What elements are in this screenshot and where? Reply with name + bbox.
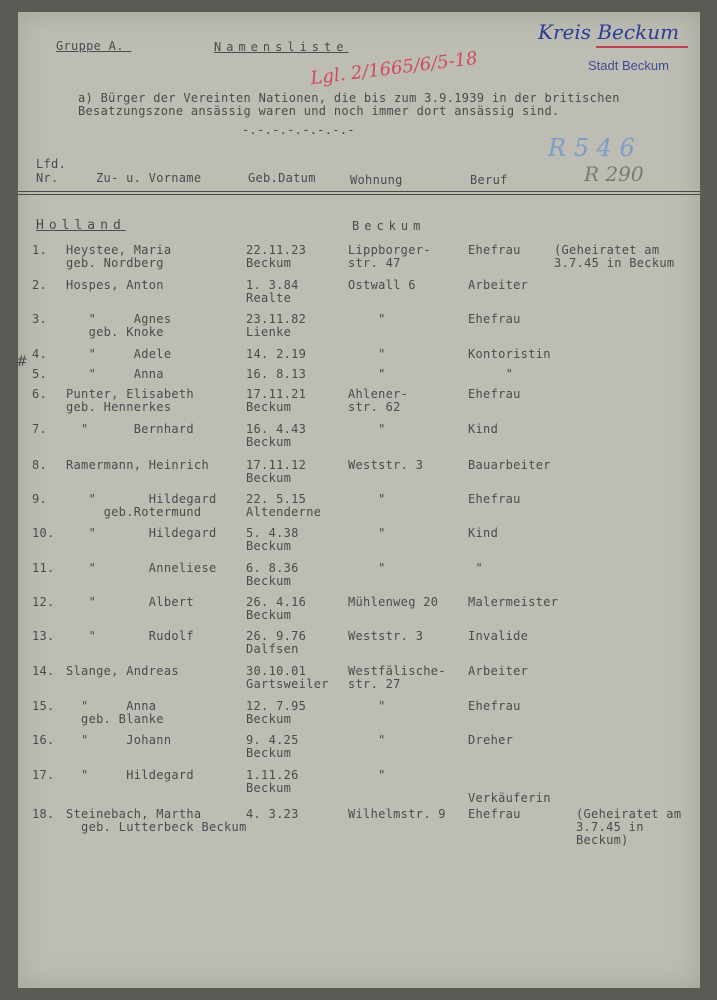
row-name: " Hildegard xyxy=(66,768,194,782)
col-header-nr-1: Lfd. xyxy=(36,157,67,171)
row-name: geb. Nordberg xyxy=(66,256,164,270)
row-birth: Beckum xyxy=(246,608,292,622)
row-birth: Dalfsen xyxy=(246,642,299,656)
row-name: geb. Hennerkes xyxy=(66,400,172,414)
row-address: str. 27 xyxy=(348,677,401,691)
row-address: str. 62 xyxy=(348,400,401,414)
row-birth: Beckum xyxy=(246,400,292,414)
row-name: " Anna xyxy=(66,699,157,713)
row-address: " xyxy=(348,561,386,575)
col-header-address: Wohnung xyxy=(350,173,403,187)
row-address: " xyxy=(348,312,386,326)
row-job: Arbeiter xyxy=(468,278,529,292)
row-name: geb. Blanke xyxy=(66,712,164,726)
group-label: Gruppe A. xyxy=(56,39,132,53)
handwritten-code-1: R 5 4 6 xyxy=(548,134,635,162)
row-number: 6. xyxy=(32,387,48,401)
town-heading: Beckum xyxy=(352,219,426,233)
row-number: 9. xyxy=(32,492,48,506)
city-stamp: Stadt Beckum xyxy=(588,58,669,73)
row-birth: Altenderne xyxy=(246,505,322,519)
row-name: " Rudolf xyxy=(66,629,194,643)
col-header-job: Beruf xyxy=(470,173,508,187)
row-job: Kind xyxy=(468,526,499,540)
row-name: " Anna xyxy=(66,367,164,381)
row-birth: 1. 3.84 xyxy=(246,278,299,292)
row-number: 16. xyxy=(32,733,55,747)
row-birth: Beckum xyxy=(246,435,292,449)
row-job: " xyxy=(468,561,484,575)
row-job: Bauarbeiter xyxy=(468,458,551,472)
row-name: " Hildegard xyxy=(66,526,217,540)
row-job: Ehefrau xyxy=(468,492,521,506)
row-number: 11. xyxy=(32,561,55,575)
row-birth: Realte xyxy=(246,291,292,305)
row-birth: 17.11.21 xyxy=(246,387,307,401)
row-address: Westfälische- xyxy=(348,664,446,678)
row-name: Hospes, Anton xyxy=(66,278,164,292)
header-rule-1 xyxy=(18,191,700,192)
row-address: " xyxy=(348,492,386,506)
row-note: (Geheiratet am xyxy=(554,243,660,257)
header-rule-2 xyxy=(18,194,700,195)
handwritten-reference: Lgl. 2/1665/6/5-18 xyxy=(309,47,479,90)
row-birth: 6. 8.36 xyxy=(246,561,299,575)
row-birth: Beckum xyxy=(246,471,292,485)
row-address: Ahlener- xyxy=(348,387,409,401)
row-name: Punter, Elisabeth xyxy=(66,387,194,401)
row-name: geb.Rotermund xyxy=(66,505,202,519)
row-name: " Albert xyxy=(66,595,194,609)
row-job: Ehefrau xyxy=(468,387,521,401)
row-note: 3.7.45 in xyxy=(576,820,644,834)
col-header-nr-2: Nr. xyxy=(36,171,59,185)
row-birth: 12. 7.95 xyxy=(246,699,307,713)
row-birth: 1.11.26 xyxy=(246,768,299,782)
row-note: (Geheiratet am xyxy=(576,807,682,821)
row-birth: Lienke xyxy=(246,325,292,339)
row-name: geb. Knoke xyxy=(66,325,164,339)
row-number: 12. xyxy=(32,595,55,609)
row-birth: 16. 4.43 xyxy=(246,422,307,436)
page-title: Namensliste xyxy=(214,40,349,54)
row-number: 3. xyxy=(32,312,48,326)
row-name: geb. Lutterbeck Beckum xyxy=(66,820,247,834)
margin-mark: # xyxy=(16,354,28,370)
row-name: " Adele xyxy=(66,347,172,361)
row-number: 5. xyxy=(32,367,48,381)
separator: -.-.-.-.-.-.-.- xyxy=(242,123,355,137)
row-job: Ehefrau xyxy=(468,807,521,821)
document-page xyxy=(18,12,700,988)
row-birth: 30.10.01 xyxy=(246,664,307,678)
row-name: " Bernhard xyxy=(66,422,194,436)
row-number: 14. xyxy=(32,664,55,678)
row-birth: 26. 9.76 xyxy=(246,629,307,643)
row-address: " xyxy=(348,347,386,361)
row-birth: 14. 2.19 xyxy=(246,347,307,361)
district-underline xyxy=(596,46,688,48)
row-birth: Beckum xyxy=(246,574,292,588)
row-birth: 22.11.23 xyxy=(246,243,307,257)
row-address: Ostwall 6 xyxy=(348,278,416,292)
row-birth: Beckum xyxy=(246,746,292,760)
row-number: 8. xyxy=(32,458,48,472)
row-number: 2. xyxy=(32,278,48,292)
row-birth: Beckum xyxy=(246,256,292,270)
row-address: Weststr. 3 xyxy=(348,629,424,643)
row-address: " xyxy=(348,733,386,747)
intro-line-2: Besatzungszone ansässig waren und noch immer dort ansässig sind. xyxy=(78,104,560,118)
row-address: Lippborger- xyxy=(348,243,431,257)
row-address: Weststr. 3 xyxy=(348,458,424,472)
row-address: Mühlenweg 20 xyxy=(348,595,439,609)
row-address: " xyxy=(348,768,386,782)
handwritten-code-2: R 290 xyxy=(584,162,644,186)
row-birth: Beckum xyxy=(246,712,292,726)
row-address: " xyxy=(348,699,386,713)
handwritten-district: Kreis Beckum xyxy=(538,20,680,44)
row-birth: 26. 4.16 xyxy=(246,595,307,609)
row-name: " Agnes xyxy=(66,312,172,326)
row-name: " Anneliese xyxy=(66,561,217,575)
row-birth: 9. 4.25 xyxy=(246,733,299,747)
col-header-name: Zu- u. Vorname xyxy=(96,171,202,185)
row-note: 3.7.45 in Beckum xyxy=(554,256,675,270)
row-number: 4. xyxy=(32,347,48,361)
row-job: Dreher xyxy=(468,733,514,747)
row-number: 13. xyxy=(32,629,55,643)
row-birth: 22. 5.15 xyxy=(246,492,307,506)
row-number: 17. xyxy=(32,768,55,782)
row-name: Heystee, Maria xyxy=(66,243,172,257)
row-number: 18. xyxy=(32,807,55,821)
row-note: Beckum) xyxy=(576,833,629,847)
row-name: Slange, Andreas xyxy=(66,664,179,678)
row-job: " xyxy=(468,367,514,381)
row-address: " xyxy=(348,526,386,540)
country-heading: Holland xyxy=(36,218,126,233)
row-job: Kind xyxy=(468,422,499,436)
row-job: Verkäuferin xyxy=(468,791,551,805)
row-name: Steinebach, Martha xyxy=(66,807,202,821)
row-birth: Gartsweiler xyxy=(246,677,329,691)
row-job: Arbeiter xyxy=(468,664,529,678)
row-birth: 17.11.12 xyxy=(246,458,307,472)
row-job: Kontoristin xyxy=(468,347,551,361)
row-birth: Beckum xyxy=(246,781,292,795)
row-name: " Johann xyxy=(66,733,172,747)
row-birth: 16. 8.13 xyxy=(246,367,307,381)
row-job: Malermeister xyxy=(468,595,559,609)
row-number: 15. xyxy=(32,699,55,713)
row-job: Ehefrau xyxy=(468,312,521,326)
row-birth: 5. 4.38 xyxy=(246,526,299,540)
row-number: 7. xyxy=(32,422,48,436)
row-birth: 23.11.82 xyxy=(246,312,307,326)
row-address: " xyxy=(348,422,386,436)
row-number: 1. xyxy=(32,243,48,257)
row-number: 10. xyxy=(32,526,55,540)
row-address: " xyxy=(348,367,386,381)
col-header-birth: Geb.Datum xyxy=(248,171,316,185)
row-address: str. 47 xyxy=(348,256,401,270)
row-name: Ramermann, Heinrich xyxy=(66,458,209,472)
row-job: Ehefrau xyxy=(468,243,521,257)
row-job: Invalide xyxy=(468,629,529,643)
row-job: Ehefrau xyxy=(468,699,521,713)
row-birth: Beckum xyxy=(246,539,292,553)
row-address: Wilhelmstr. 9 xyxy=(348,807,446,821)
row-birth: 4. 3.23 xyxy=(246,807,299,821)
row-name: " Hildegard xyxy=(66,492,217,506)
intro-line-1: a) Bürger der Vereinten Nationen, die bis zum 3.9.1939 in der britischen xyxy=(78,91,620,105)
